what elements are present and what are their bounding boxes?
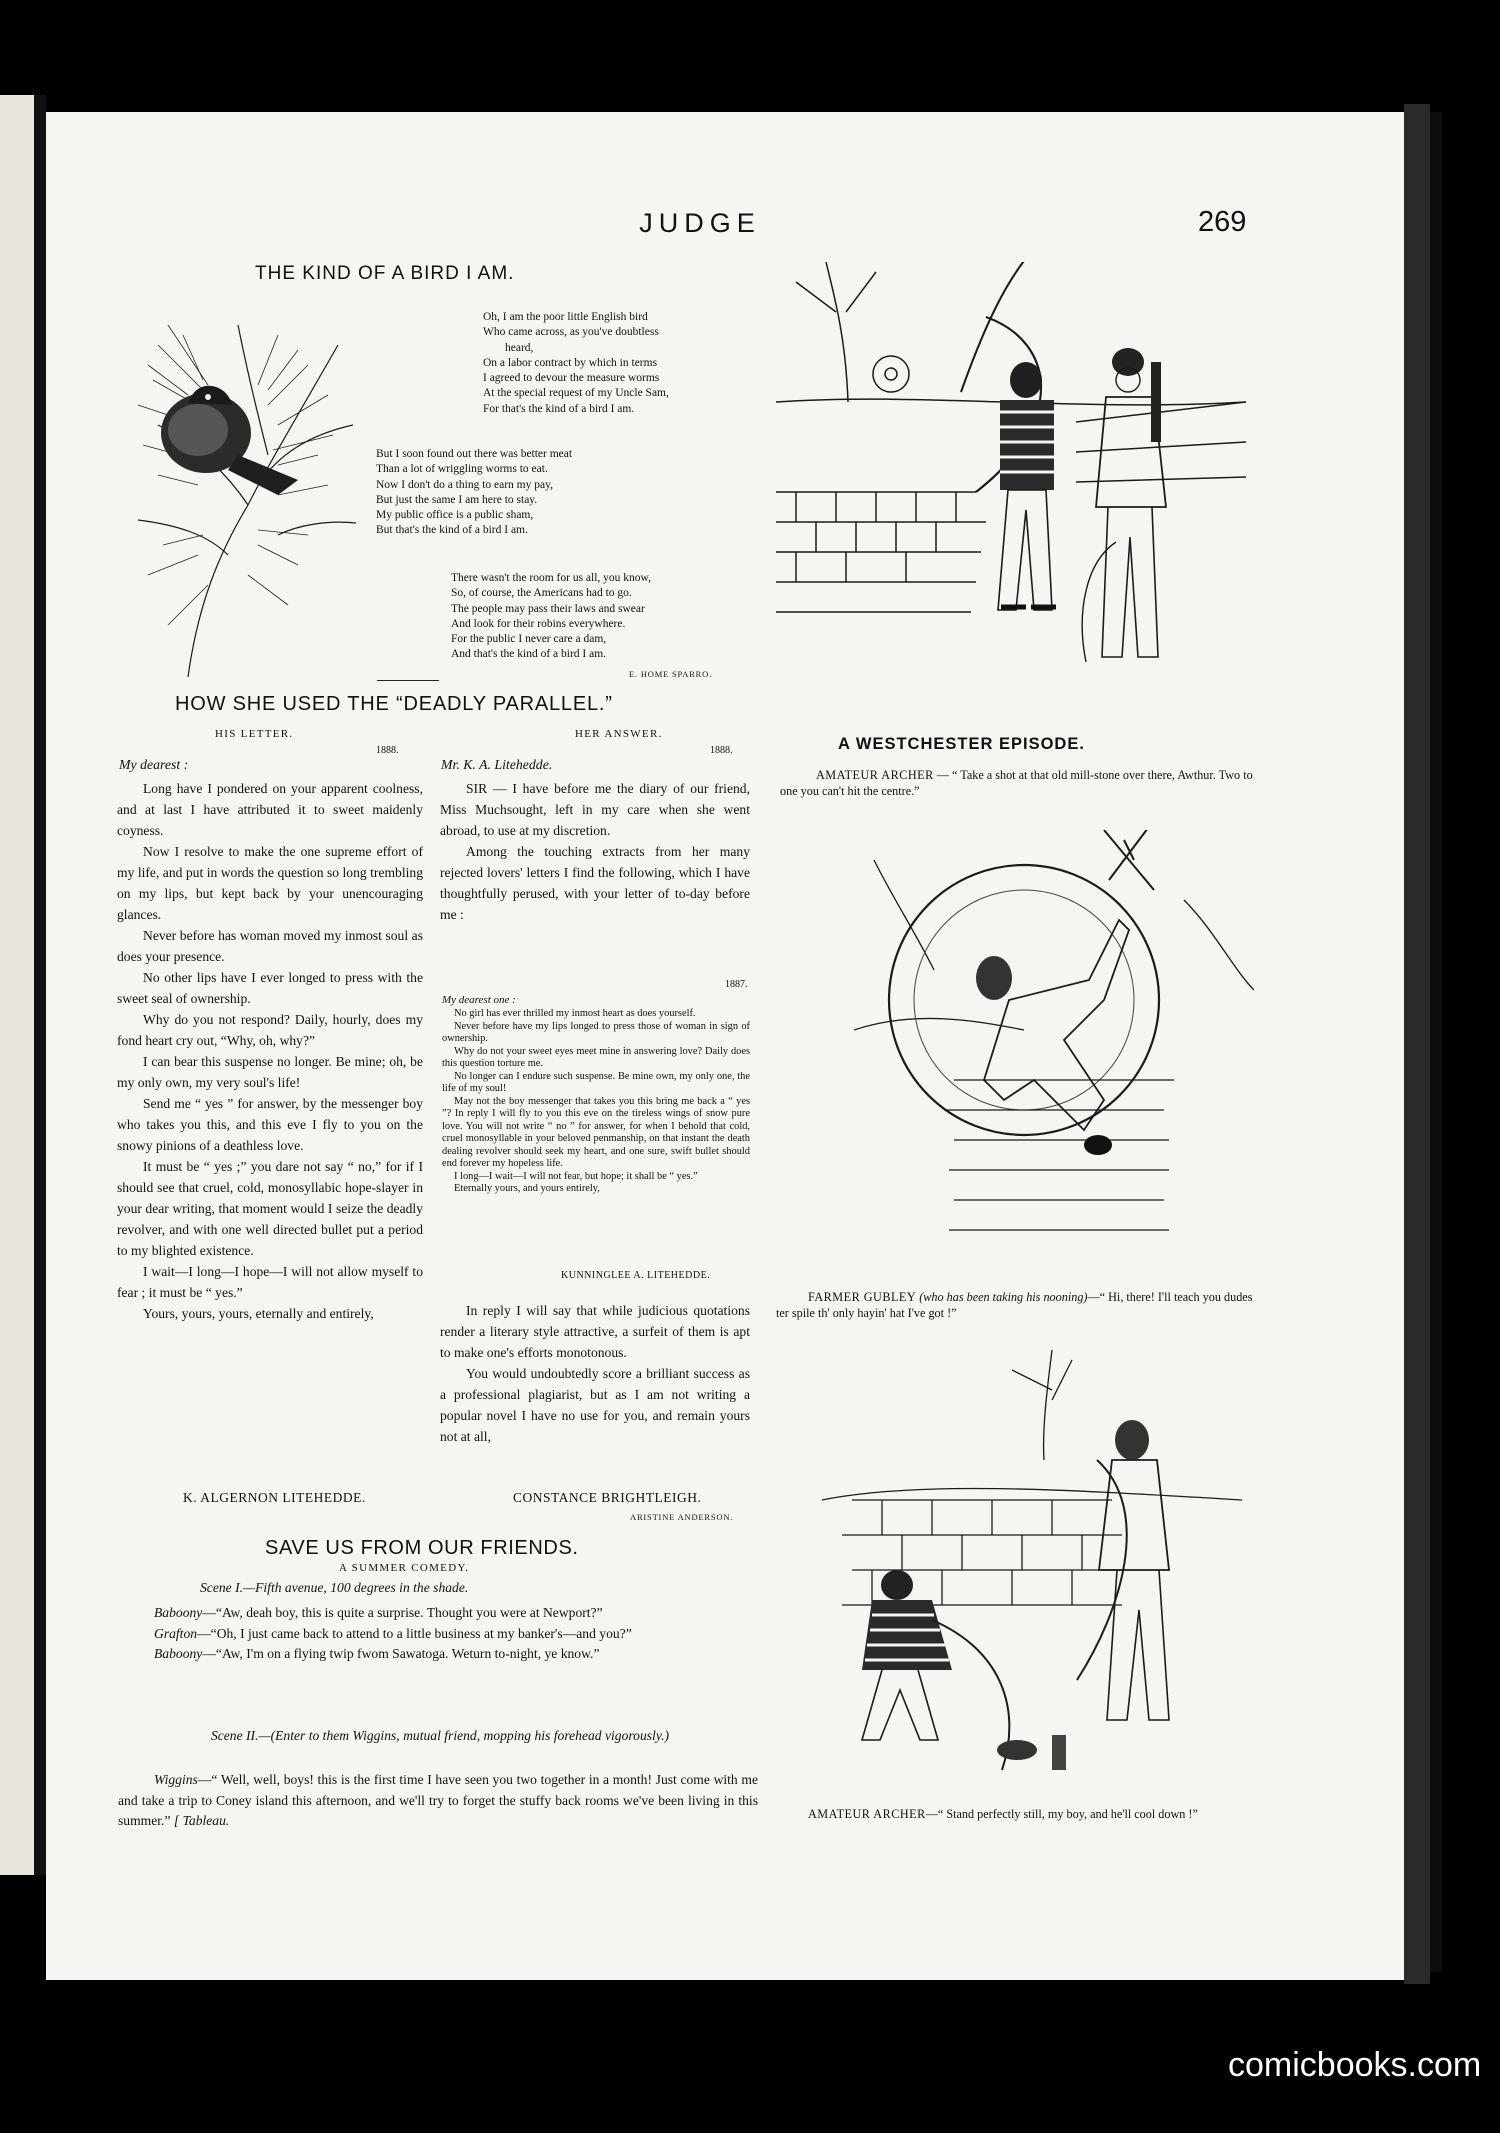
paragraph: You would undoubtedly score a brilliant success as a professional plagiarist, but as I am not writing a popular novel I have no use for you, and remain yours not at all, <box>440 1366 750 1444</box>
dialogue-line <box>118 1624 758 1645</box>
tableau-direction: [ Tableau. <box>173 1813 230 1828</box>
bird-poem-title: THE KIND OF A BIRD I AM. <box>255 263 515 284</box>
verse-line: So, of course, the Americans had to go. <box>451 587 632 600</box>
archer-cartoon-3 <box>822 1350 1242 1790</box>
caption-3 <box>776 1807 1266 1823</box>
verse-line: But just the same I am here to stay. <box>376 493 538 506</box>
caption-2 <box>776 1290 1266 1321</box>
her-answer-closing <box>440 1300 750 1447</box>
paragraph: Now I resolve to make the one supreme effort of my life, and put in words the question so long trembling on my lips, but kept back by your unencouraging glances. <box>117 844 423 922</box>
bird-stanza-2 <box>376 447 572 539</box>
wiggins-line <box>118 1770 758 1832</box>
speaker: Baboony <box>154 1605 203 1620</box>
caption-text: — “ Take a shot at that old mill-stone over there, Awthur. Two to one you can't hit the centre.” <box>780 768 1253 798</box>
page-edge-dark <box>1430 112 1442 1972</box>
verse-line: For the public I never care a dam, <box>451 633 607 646</box>
verse-line: And that's the kind of a bird I am. <box>451 648 607 661</box>
his-letter-heading: HIS LETTER. <box>215 728 294 740</box>
dialogue-line <box>118 1644 758 1665</box>
paragraph: No girl has ever thrilled my inmost heart as does yourself. <box>454 1008 696 1019</box>
paragraph: Long have I pondered on your apparent coolness, and at last I have attributed it to sweet maidenly coyness. <box>117 781 423 838</box>
her-answer-salutation: Mr. K. A. Litehedde. <box>441 757 553 772</box>
paragraph: No other lips have I ever longed to press with the sweet seal of ownership. <box>117 970 423 1006</box>
caption-text: —“ Hi, there! I'll teach you dudes ter spile th' only hayin' hat I've got !” <box>776 1290 1253 1320</box>
westchester-title: A WESTCHESTER EPISODE. <box>838 735 1085 753</box>
scene-2-direction: Scene II.—(Enter to them Wiggins, mutual friend, mopping his forehead vigorously.) <box>210 1728 670 1743</box>
paragraph: I wait—I long—I hope—I will not allow myself to fear ; it must be “ yes.” <box>117 1264 423 1300</box>
page-edge-shadow <box>1404 104 1430 1984</box>
masthead: JUDGE <box>639 208 761 238</box>
her-answer-body <box>440 778 750 925</box>
verse-line: Who came across, as you've doubtless <box>483 326 659 339</box>
verse-line: My public office is a public sham, <box>376 509 534 522</box>
his-letter-signature: K. ALGERNON LITEHEDDE. <box>183 1490 366 1505</box>
facing-page-edge <box>0 95 34 1875</box>
paragraph: It must be “ yes ;” you dare not say “ no,” for if I should see that cruel, cold, monosyllabic hope-slayer in your dear writing, that moment would I seize the deadly revolver, and with one well directed bullet put a period to my blighted existence. <box>117 1159 423 1258</box>
bird-stanza-1 <box>483 310 669 417</box>
paragraph: Why do not your sweet eyes meet mine in answering love? Daily does this question torture me. <box>442 1045 750 1069</box>
verse-line: Now I don't do a thing to earn my pay, <box>376 478 553 491</box>
caption-speaker: AMATEUR ARCHER <box>808 1807 926 1821</box>
speaker: Wiggins <box>154 1772 198 1787</box>
her-answer-signature: CONSTANCE BRIGHTLEIGH. <box>513 1490 702 1505</box>
caption-speaker: AMATEUR ARCHER <box>816 768 934 782</box>
quoted-letter-body <box>442 1008 750 1196</box>
page-number: 269 <box>1198 206 1247 238</box>
save-us-title: SAVE US FROM OUR FRIENDS. <box>265 1537 579 1559</box>
quoted-letter-year: 1887. <box>725 979 748 990</box>
bird-stanza-3 <box>451 571 651 663</box>
parallel-author: ARISTINE ANDERSON. <box>630 1512 734 1522</box>
his-letter-salutation: My dearest : <box>119 757 189 772</box>
paragraph: Among the touching extracts from her many rejected lovers' letters I find the following, which I have thoughtfully perused, with your letter of to-day before me : <box>440 844 750 922</box>
caption-1 <box>780 768 1266 799</box>
verse-line: I agreed to devour the measure worms <box>483 372 660 385</box>
her-answer-heading: HER ANSWER. <box>575 728 663 740</box>
paragraph: Never before has woman moved my inmost soul as does your presence. <box>117 928 423 964</box>
paragraph: No longer can I endure such suspense. Be mine own, my only one, the life of my soul! <box>442 1070 750 1094</box>
line-text: —“ Well, well, boys! this is the first time I have seen you two together in a month! Just come with me and take a trip to Coney island this afternoon, and we'll try to forget the stuffy back rooms we've been living in this summer.” <box>118 1772 758 1828</box>
paragraph: In reply I will say that while judicious quotations render a literary style attractive, a surfeit of them is apt to make one's efforts monotonous. <box>440 1303 750 1360</box>
paragraph: Why do you not respond? Daily, hourly, does my fond heart cry out, “Why, oh, why?” <box>117 1012 423 1048</box>
her-answer-year: 1888. <box>710 745 733 756</box>
scene-1-direction: Scene I.—Fifth avenue, 100 degrees in the shade. <box>200 1580 469 1595</box>
his-letter-year: 1888. <box>376 745 399 756</box>
quoted-letter-signature: KUNNINGLEE A. LITEHEDDE. <box>561 1270 711 1281</box>
caption-text: —“ Stand perfectly still, my boy, and he'll cool down !” <box>925 1807 1198 1821</box>
paragraph: Send me “ yes ” for answer, by the messenger boy who takes you this, and this eve I fly to you on the snowy pinions of a deathless love. <box>117 1096 423 1153</box>
paragraph: Yours, yours, yours, eternally and entirely, <box>143 1306 374 1321</box>
sparrow-illustration <box>128 305 358 677</box>
parallel-title: HOW SHE USED THE “DEADLY PARALLEL.” <box>175 693 613 715</box>
speaker: Grafton <box>154 1625 198 1641</box>
verse-line: There wasn't the room for us all, you know, <box>451 572 651 584</box>
verse-line: The people may pass their laws and swear <box>451 602 645 615</box>
caption-speaker: FARMER GUBLEY <box>808 1290 917 1304</box>
caption-aside: (who has been taking his nooning) <box>919 1290 1088 1304</box>
his-letter-body <box>117 778 423 1324</box>
quoted-letter-salutation: My dearest one : <box>442 994 516 1006</box>
paragraph: I can bear this suspense no longer. Be mine; oh, be my only own, my very soul's life! <box>117 1054 423 1090</box>
verse-line: But that's the kind of a bird I am. <box>376 524 528 537</box>
paragraph: I long—I wait—I will not fear, but hope; it shall be “ yes.” <box>454 1170 698 1182</box>
verse-line: heard, <box>505 341 534 354</box>
section-divider <box>377 680 439 681</box>
site-watermark: comicbooks.com <box>1228 2046 1482 2084</box>
paragraph: May not the boy messenger that takes you this bring me back a “ yes ”? In reply I will fly to you this eve on the tireless wings of snow pure love. You will not write “ no ” for answer, for when I behold that cold, cruel monosyllable in your beloved penmanship, on that instant the death dealing revolver should seek my heart, and one sure, swift bullet should end forever my hopeless life. <box>442 1095 750 1169</box>
line-text: —“Oh, I just came back to attend to a little business at my banker's—and you?” <box>197 1625 632 1641</box>
archer-cartoon-1 <box>776 262 1246 712</box>
verse-line: But I soon found out there was better meat <box>376 448 573 460</box>
verse-line: Than a lot of wriggling worms to eat. <box>376 463 548 476</box>
paragraph: Never before have my lips longed to press those of woman in sign of ownership. <box>442 1020 750 1044</box>
paragraph: SIR — I have before me the diary of our friend, Miss Muchsought, left in my care when she went abroad, to use at my discretion. <box>440 781 750 838</box>
line-text: —“Aw, I'm on a flying twip fwom Sawatoga. Weturn to-night, ye know.” <box>202 1646 600 1661</box>
verse-line: On a labor contract by which in terms <box>483 356 658 369</box>
bird-poem-author: E. HOME SPARRO. <box>629 669 713 679</box>
line-text: —“Aw, deah boy, this is quite a surprise. Thought you were at Newport?” <box>202 1605 603 1620</box>
verse-line: And look for their robins everywhere. <box>451 617 626 630</box>
comedy-dialogue <box>118 1603 758 1665</box>
verse-line: At the special request of my Uncle Sam, <box>483 387 669 400</box>
paragraph: Eternally yours, and yours entirely, <box>454 1183 600 1194</box>
archer-cartoon-2 <box>854 830 1254 1270</box>
save-us-subtitle: A SUMMER COMEDY. <box>339 1562 470 1574</box>
dialogue-line <box>118 1603 758 1624</box>
binding-gutter <box>34 95 46 1875</box>
speaker: Baboony <box>154 1646 203 1661</box>
verse-line: Oh, I am the poor little English bird <box>483 311 648 323</box>
verse-line: For that's the kind of a bird I am. <box>483 402 635 415</box>
